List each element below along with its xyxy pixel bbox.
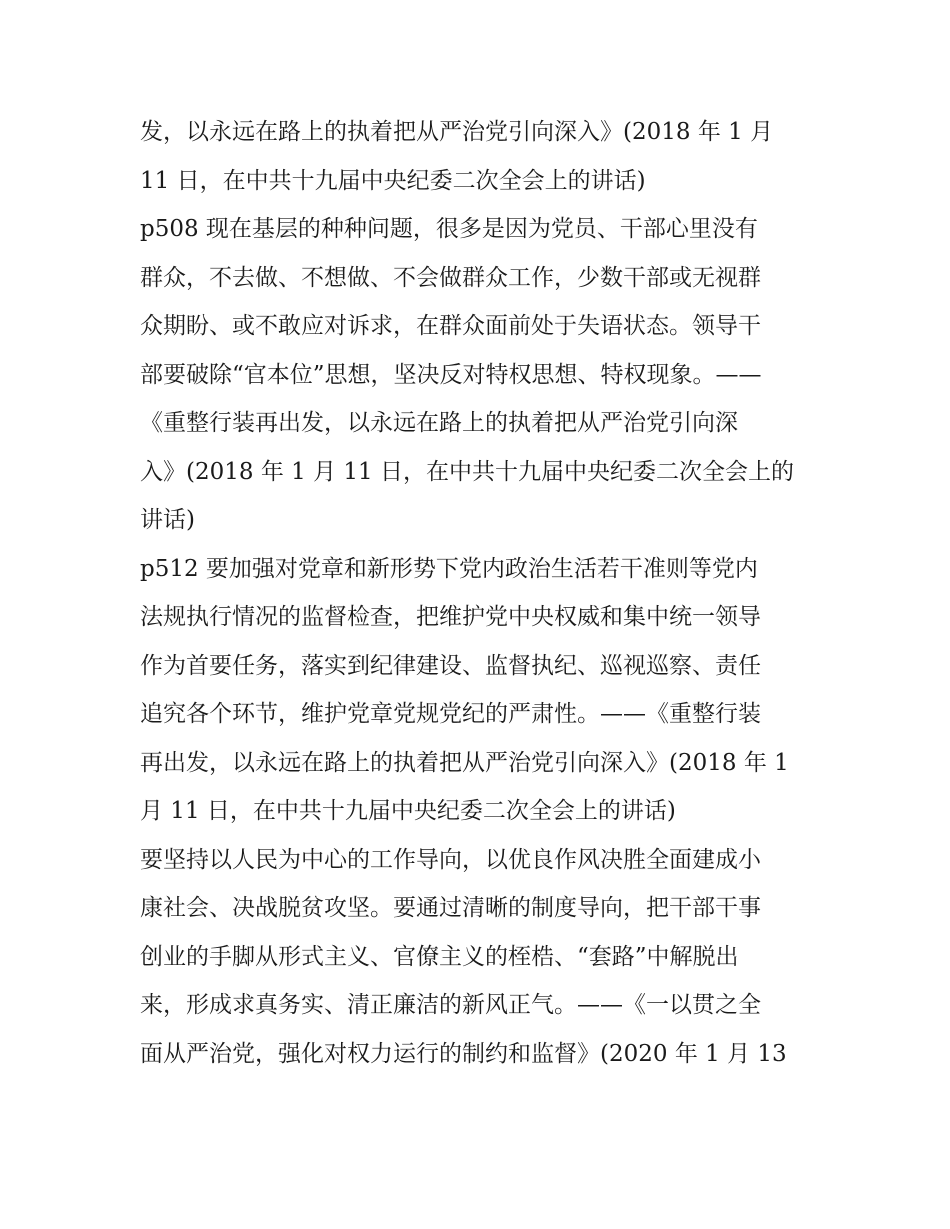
text-line: 追究各个环节，维护党章党规党纪的严肃性。——《重整行装 xyxy=(140,701,761,727)
text-line: 11 日，在中共十九届中央纪委二次全会上的讲话) xyxy=(140,167,646,194)
text-line: 入》(2018 年 1 月 11 日，在中共十九届中央纪委二次全会上的 xyxy=(140,458,794,485)
text-line: p512 要加强对党章和新形势下党内政治生活若干准则等党内 xyxy=(140,555,758,582)
text-line: 创业的手脚从形式主义、官僚主义的桎梏、“套路”中解脱出 xyxy=(140,943,739,970)
text-line: 发，以永远在路上的执着把从严治党引向深入》(2018 年 1 月 xyxy=(140,119,774,145)
document-body xyxy=(140,108,820,1078)
text-line: 康社会、决战脱贫攻坚。要通过清晰的制度导向，把干部干事 xyxy=(140,895,761,921)
text-line: 再出发，以永远在路上的执着把从严治党引向深入》(2018 年 1 xyxy=(140,749,789,776)
text-line: 面从严治党，强化对权力运行的制约和监督》(2020 年 1 月 13 xyxy=(140,1040,787,1067)
text-line: 《重整行装再出发，以永远在路上的执着把从严治党引向深 xyxy=(140,410,738,436)
text-line: 部要破除“官本位”思想，坚决反对特权思想、特权现象。—— xyxy=(140,361,762,388)
text-line: p508 现在基层的种种问题，很多是因为党员、干部心里没有 xyxy=(140,216,758,242)
text-line: 讲话) xyxy=(140,507,195,533)
text-line: 作为首要任务，落实到纪律建设、监督执纪、巡视巡察、责任 xyxy=(140,652,761,679)
text-line: 要坚持以人民为中心的工作导向，以优良作风决胜全面建成小 xyxy=(140,846,761,873)
text-line: 众期盼、或不敢应对诉求，在群众面前处于失语状态。领导干 xyxy=(140,313,761,339)
text-line: 法规执行情况的监督检查，把维护党中央权威和集中统一领导 xyxy=(140,604,761,630)
text-line: 月 11 日，在中共十九届中央纪委二次全会上的讲话) xyxy=(140,798,676,824)
text-line: 来，形成求真务实、清正廉洁的新风正气。——《一以贯之全 xyxy=(140,992,761,1018)
text-line: 群众，不去做、不想做、不会做群众工作，少数干部或无视群 xyxy=(140,264,761,291)
